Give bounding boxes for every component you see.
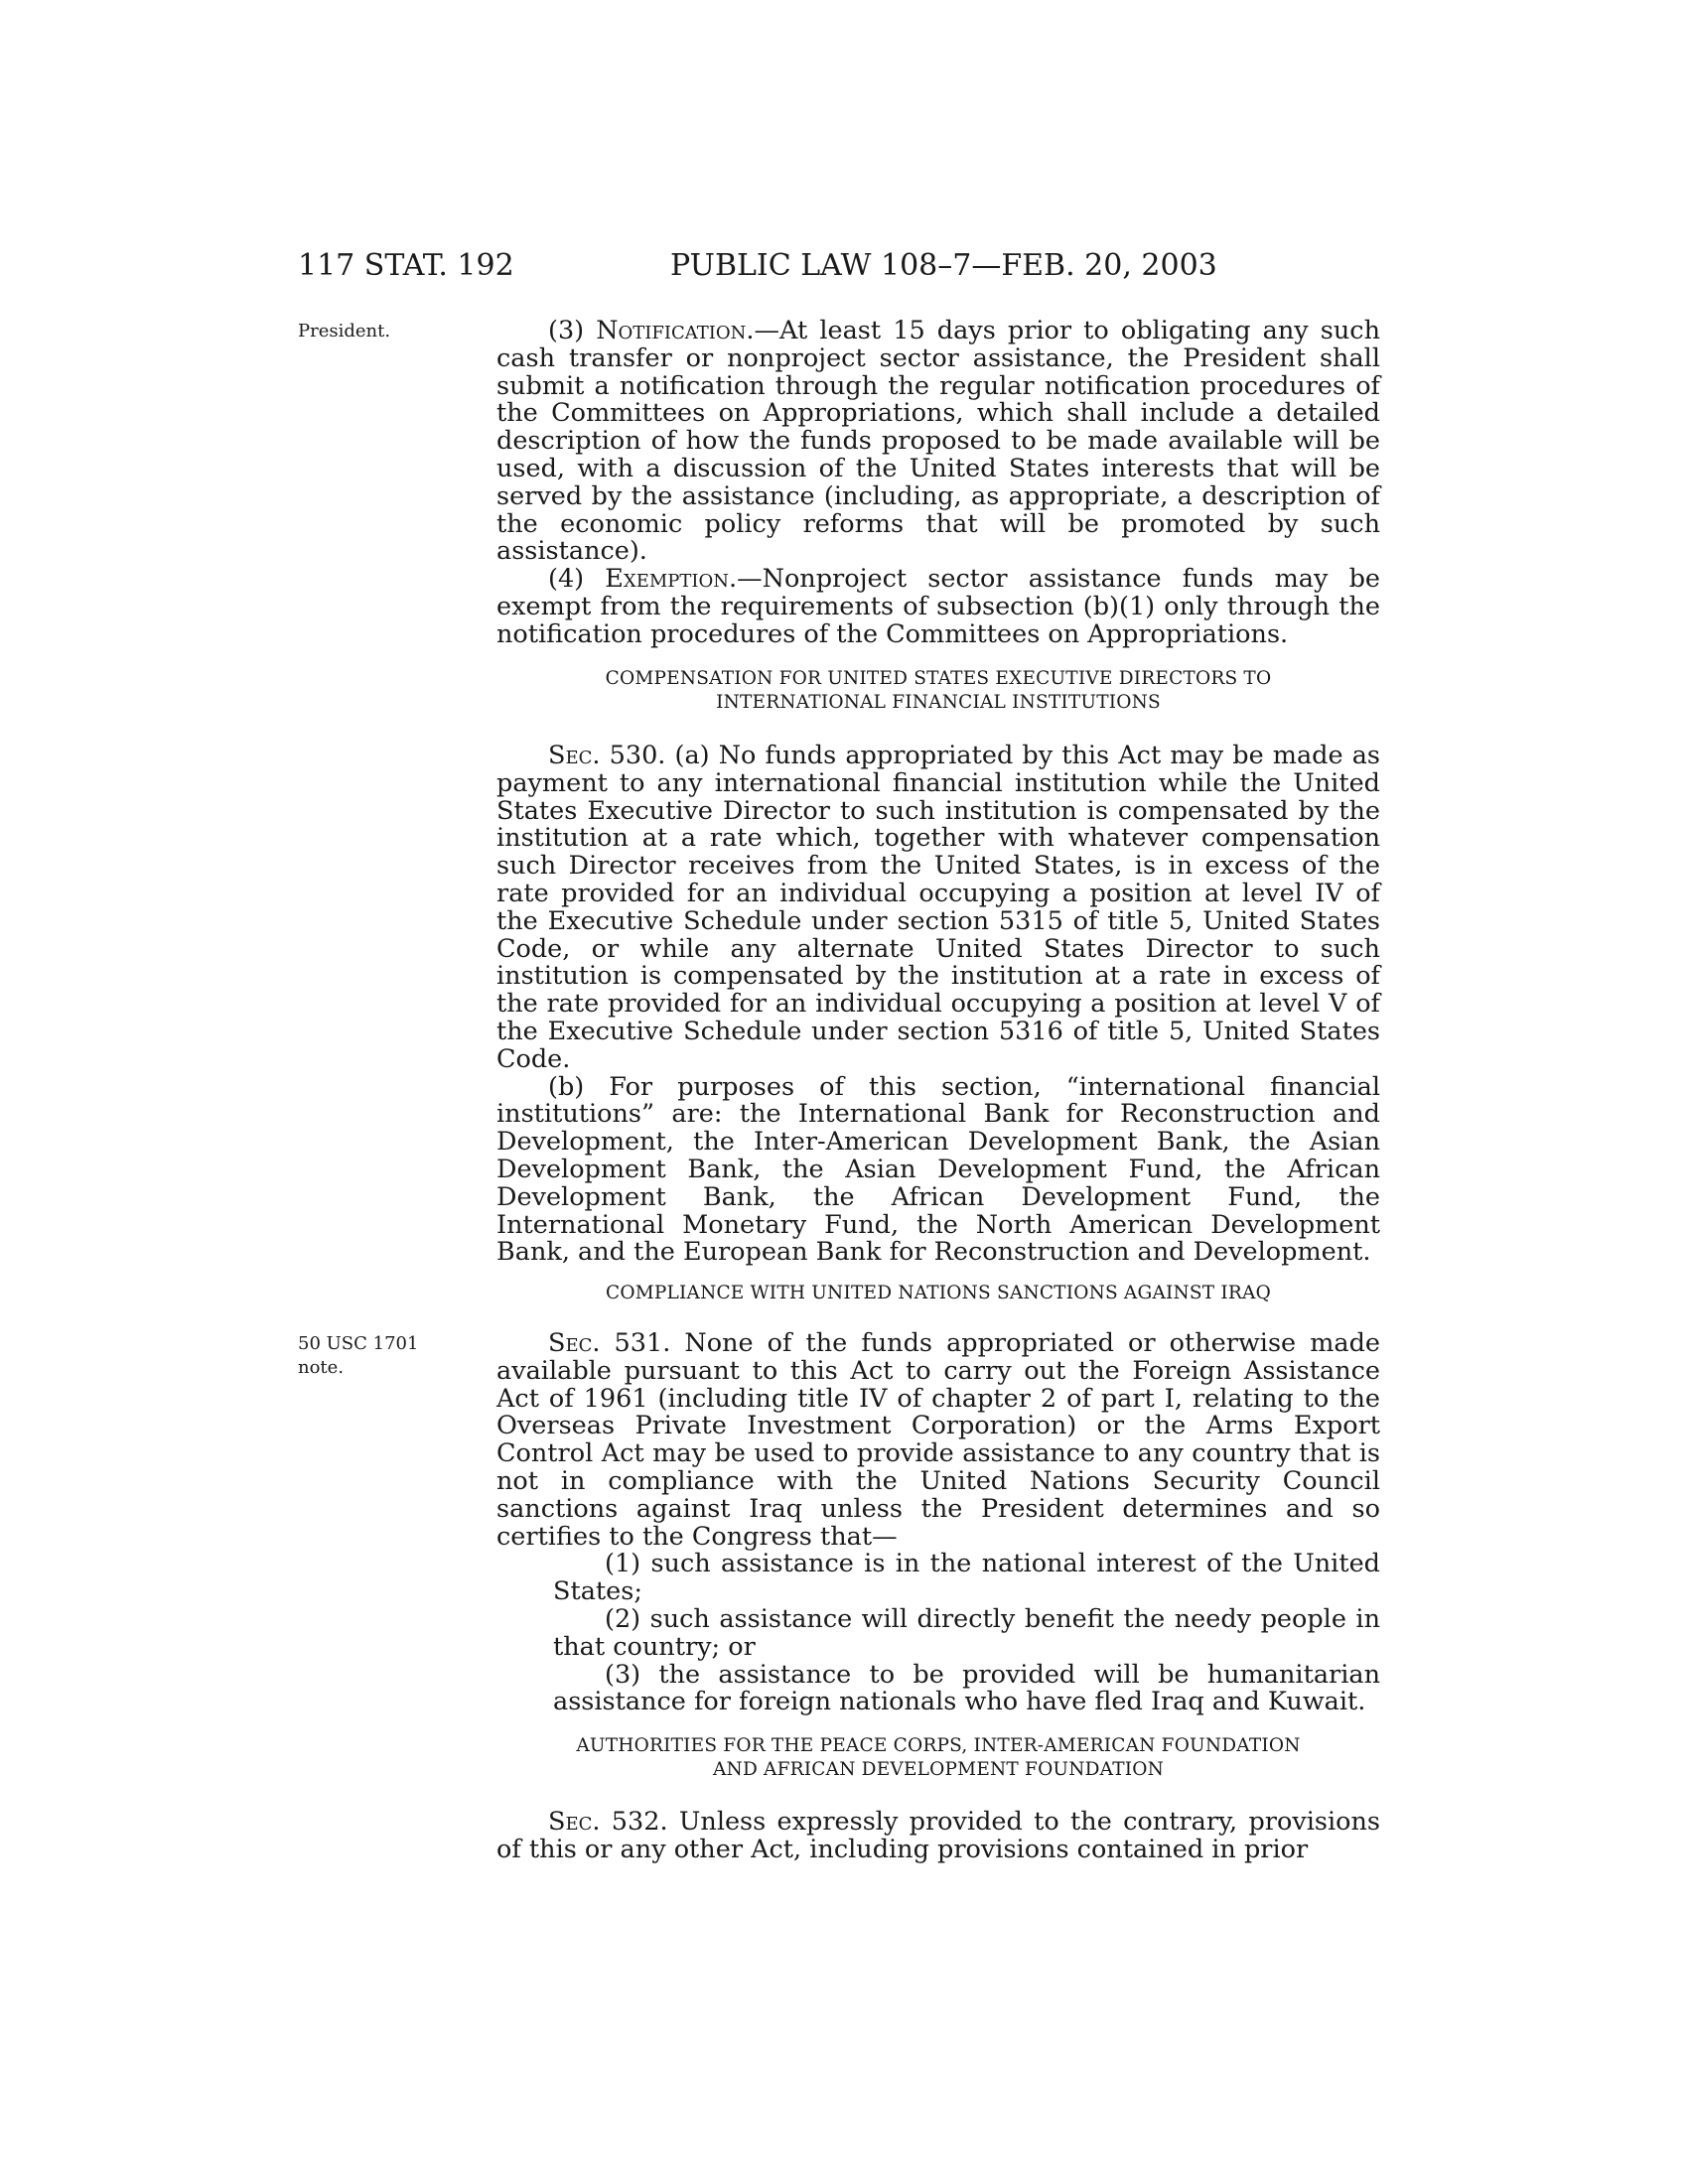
- sec-530-b: (b) For purposes of this section, “international financial institutions” are: the International Bank for Reconstruction and Development, the Inter-American Development Bank, the Asian Development Bank, the Asian Development Fund, the African Development Bank, the African Development Fund, the International Monetary Fund, the North American Development Bank, and the European Bank for Reconstruction and Development.: [496, 1071, 1380, 1268]
- page-header: [298, 246, 1390, 286]
- sec-531-item-2: (2) such assistance will directly benefit the needy people in that country; or: [553, 1603, 1380, 1662]
- sec-532-text: Sec. 532. Unless expressly provided to the contrary, provisions of this or any other Act, including provisions contained in prior: [496, 1807, 1380, 1864]
- heading-sec-531: COMPLIANCE WITH UNITED NATIONS SANCTIONS AGAINST IRAQ: [606, 1283, 1271, 1303]
- paragraph-notification: (3) Notification.—At least 15 days prior to obligating any such cash transfer or nonproject sector assistance, the President shall submit a notification through the regular notification procedures of the Committees on Appropriations, which shall include a detailed description of how the funds proposed to be made available will be used, with a discussion of the United States interests that will be served by the assistance (including, as appropriate, a description of the economic policy reforms that will be promoted by such assistance).: [496, 316, 1380, 567]
- paragraphs-3-4: [496, 318, 1380, 649]
- margin-note-president: President.: [298, 321, 391, 341]
- margin-note-usc: 50 USC 1701 note.: [298, 1333, 419, 1378]
- public-law-title: PUBLIC LAW 108–7—FEB. 20, 2003: [670, 248, 1217, 283]
- stat-page-number: 117 STAT. 192: [298, 248, 514, 283]
- heading-sec-530: COMPENSATION FOR UNITED STATES EXECUTIVE DIRECTORS TO INTERNATIONAL FINANCIAL INSTITUTIONS: [605, 668, 1272, 713]
- heading-sec-532: AUTHORITIES FOR THE PEACE CORPS, INTER-AMERICAN FOUNDATION AND AFRICAN DEVELOPMENT FOUNDATION: [576, 1735, 1301, 1780]
- sec-531-item-3: (3) the assistance to be provided will be humanitarian assistance for foreign nationals who have fled Iraq and Kuwait.: [553, 1659, 1380, 1717]
- section-532: [496, 1809, 1380, 1864]
- exemption-label: Exemption: [605, 564, 730, 595]
- sec-531-text: Sec. 531. None of the funds appropriated or otherwise made available pursuant to this Act to carry out the Foreign Assistance Act of 1961 (including title IV of chapter 2 of part I, relating to the Overseas Private Investment Corporation) or the Arms Export Control Act may be used to provide assistance to any country that is not in compliance with the United Nations Security Council sanctions against Iraq unless the President determines and so certifies to the Congress that—: [496, 1328, 1380, 1552]
- sec-530-a: Sec. 530. (a) No funds appropriated by this Act may be made as payment to any international financial institution while the United States Executive Director to such institution is compensated by the institution at a rate which, together with whatever compensation such Director receives from the United States, is in excess of the rate provided for an individual occupying a position at level IV of the Executive Schedule under section 5315 of title 5, United States Code, or while any alternate United States Director to such institution is compensated by the institution at a rate in excess of the rate provided for an individual occupying a position at level V of the Executive Schedule under section 5316 of title 5, United States Code.: [496, 741, 1380, 1074]
- section-530: [496, 743, 1380, 1267]
- paragraph-exemption: (4) Exemption.—Nonproject sector assistance funds may be exempt from the requirements of subsection (b)(1) only through the notification procedures of the Committees on Appropriations.: [496, 564, 1380, 649]
- section-531: [496, 1330, 1380, 1716]
- notification-label: Notification: [596, 316, 747, 345]
- sec-531-item-1: (1) such assistance is in the national interest of the United States;: [553, 1549, 1380, 1607]
